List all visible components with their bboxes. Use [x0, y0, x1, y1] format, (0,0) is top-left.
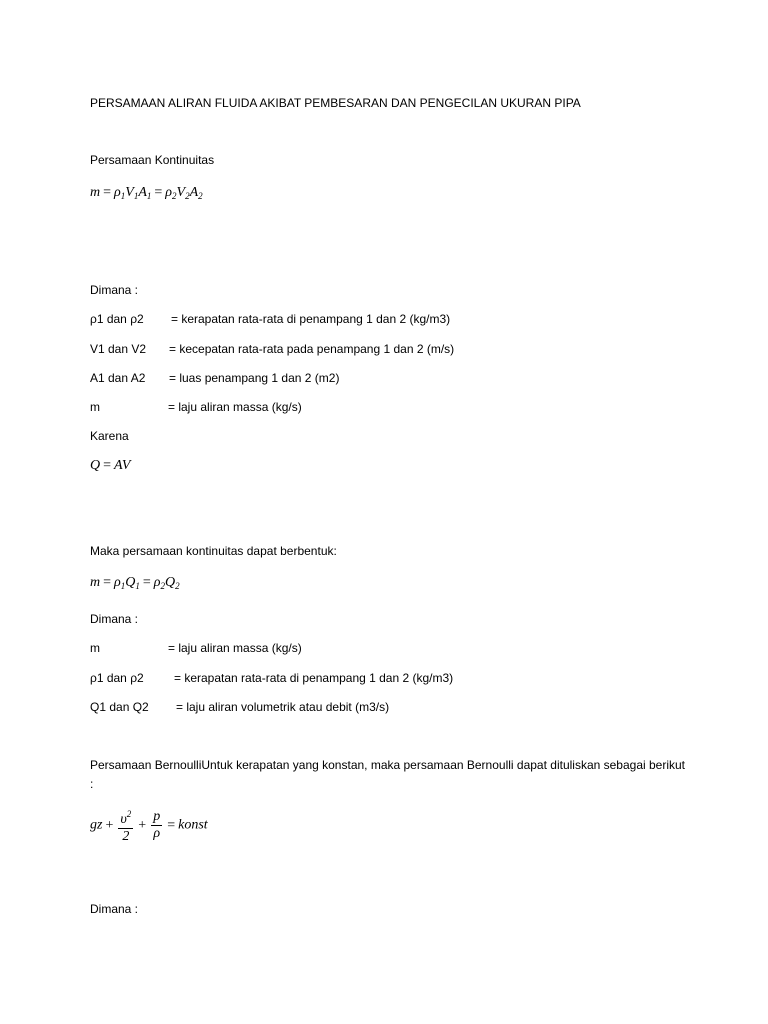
flow-rate-equation: Q = AV	[90, 458, 131, 473]
definition-desc: = kecepatan rata-rata pada penampang 1 dan 2 (m/s)	[169, 342, 455, 356]
dimana-label: Dimana :	[90, 612, 139, 626]
definition-desc: = laju aliran massa (kg/s)	[168, 641, 302, 655]
continuity-heading: Persamaan Kontinuitas	[90, 153, 215, 167]
definition-desc: = luas penampang 1 dan 2 (m2)	[169, 371, 340, 385]
continuity-equation: $m = \rho_1V_1A_1 = \rho_2V_2A_2$	[90, 185, 203, 201]
document-title: PERSAMAAN ALIRAN FLUIDA AKIBAT PEMBESARAN DAN PENGECILAN UKURAN PIPA	[90, 96, 581, 110]
definition-desc: = laju aliran volumetrik atau debit (m3/s)	[176, 700, 390, 714]
karena-label: Karena	[90, 429, 129, 443]
bernoulli-text: Persamaan BernoulliUntuk kerapatan yang konstan, maka persamaan Bernoulli dapat dituliskan sebagai berikut :	[90, 758, 686, 791]
definition-row: ρ1 dan ρ2	[90, 312, 144, 326]
definition-desc: = kerapatan rata-rata di penampang 1 dan 2 (kg/m3)	[174, 671, 454, 685]
definition-desc: = kerapatan rata-rata di penampang 1 dan 2 (kg/m3)	[171, 312, 451, 326]
dimana-label: Dimana :	[90, 283, 139, 297]
definition-desc: = laju aliran massa (kg/s)	[168, 400, 302, 414]
definition-row: A1 dan A2	[90, 371, 146, 385]
dimana-label: Dimana :	[90, 902, 139, 916]
definition-row: ρ1 dan ρ2	[90, 671, 144, 685]
bernoulli-equation: gz + $\frac{\upsilon^2}{2}$ + $\frac{p}{\rho}$ = konst	[90, 806, 208, 845]
definition-row: V1 dan V2	[90, 342, 147, 356]
maka-text: Maka persamaan kontinuitas dapat berbentuk:	[90, 544, 337, 558]
definition-row: m	[90, 400, 100, 414]
continuity-volumetric-equation: $m = \rho_1Q_1 = \rho_2Q_2$	[90, 575, 180, 591]
definition-row: m	[90, 641, 100, 655]
definition-row: Q1 dan Q2	[90, 700, 149, 714]
